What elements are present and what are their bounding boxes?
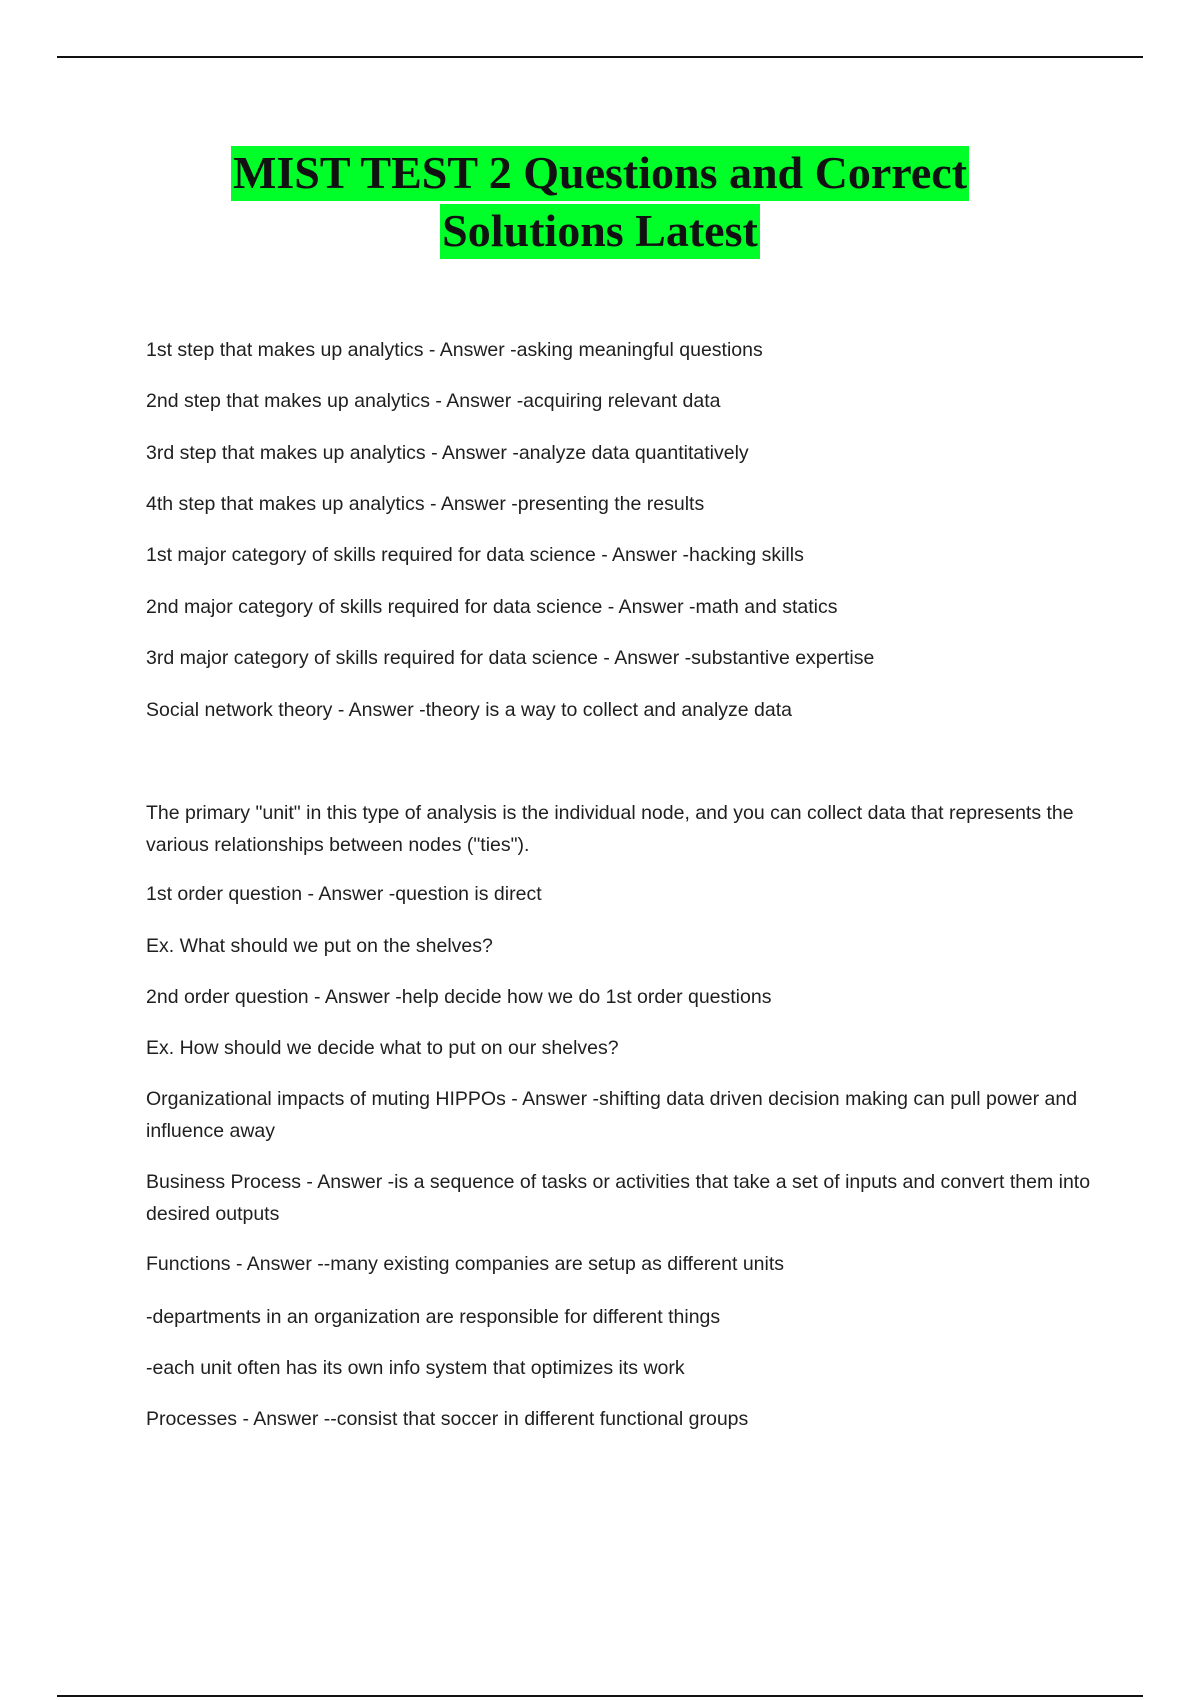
qa-paragraph: Organizational impacts of muting HIPPOs - Answer -shifting data driven decision making can pull power and influence away	[146, 1088, 1078, 1142]
qa-paragraph: 3rd major category of skills required for data science - Answer -substantive expertise	[146, 647, 875, 669]
title-line-2: Solutions Latest	[440, 204, 760, 259]
qa-paragraph: Business Process - Answer -is a sequence of tasks or activities that take a set of inputs and convert them into desired outputs	[146, 1171, 1091, 1225]
qa-paragraph: The primary "unit" in this type of analysis is the individual node, and you can collect data that represents the various relationships between nodes ("ties").	[146, 802, 1074, 856]
qa-paragraph: 4th step that makes up analytics - Answer -presenting the results	[146, 493, 705, 515]
qa-paragraph: -each unit often has its own info system that optimizes its work	[146, 1357, 685, 1379]
qa-paragraph: Functions - Answer --many existing companies are setup as different units	[146, 1253, 785, 1275]
qa-paragraph: 3rd step that makes up analytics - Answer -analyze data quantitatively	[146, 442, 749, 464]
qa-paragraph: 1st step that makes up analytics - Answer -asking meaningful questions	[146, 339, 763, 361]
qa-paragraph: 2nd major category of skills required for data science - Answer -math and statics	[146, 596, 838, 618]
qa-paragraph: 2nd step that makes up analytics - Answer -acquiring relevant data	[146, 390, 721, 412]
qa-paragraph: Ex. How should we decide what to put on our shelves?	[146, 1037, 619, 1059]
title-line-1: MIST TEST 2 Questions and Correct	[231, 146, 969, 201]
qa-paragraph: 1st order question - Answer -question is direct	[146, 883, 542, 905]
qa-paragraph: 1st major category of skills required for data science - Answer -hacking skills	[146, 544, 804, 566]
qa-paragraph: Processes - Answer --consist that soccer in different functional groups	[146, 1408, 749, 1430]
qa-paragraph: -departments in an organization are responsible for different things	[146, 1306, 721, 1328]
footer-rule	[57, 1695, 1143, 1697]
qa-paragraph: Social network theory - Answer -theory is a way to collect and analyze data	[146, 699, 792, 721]
header-rule	[57, 56, 1143, 58]
qa-paragraph: 2nd order question - Answer -help decide how we do 1st order questions	[146, 986, 772, 1008]
document-title	[0, 146, 1200, 262]
qa-paragraph: Ex. What should we put on the shelves?	[146, 935, 493, 957]
